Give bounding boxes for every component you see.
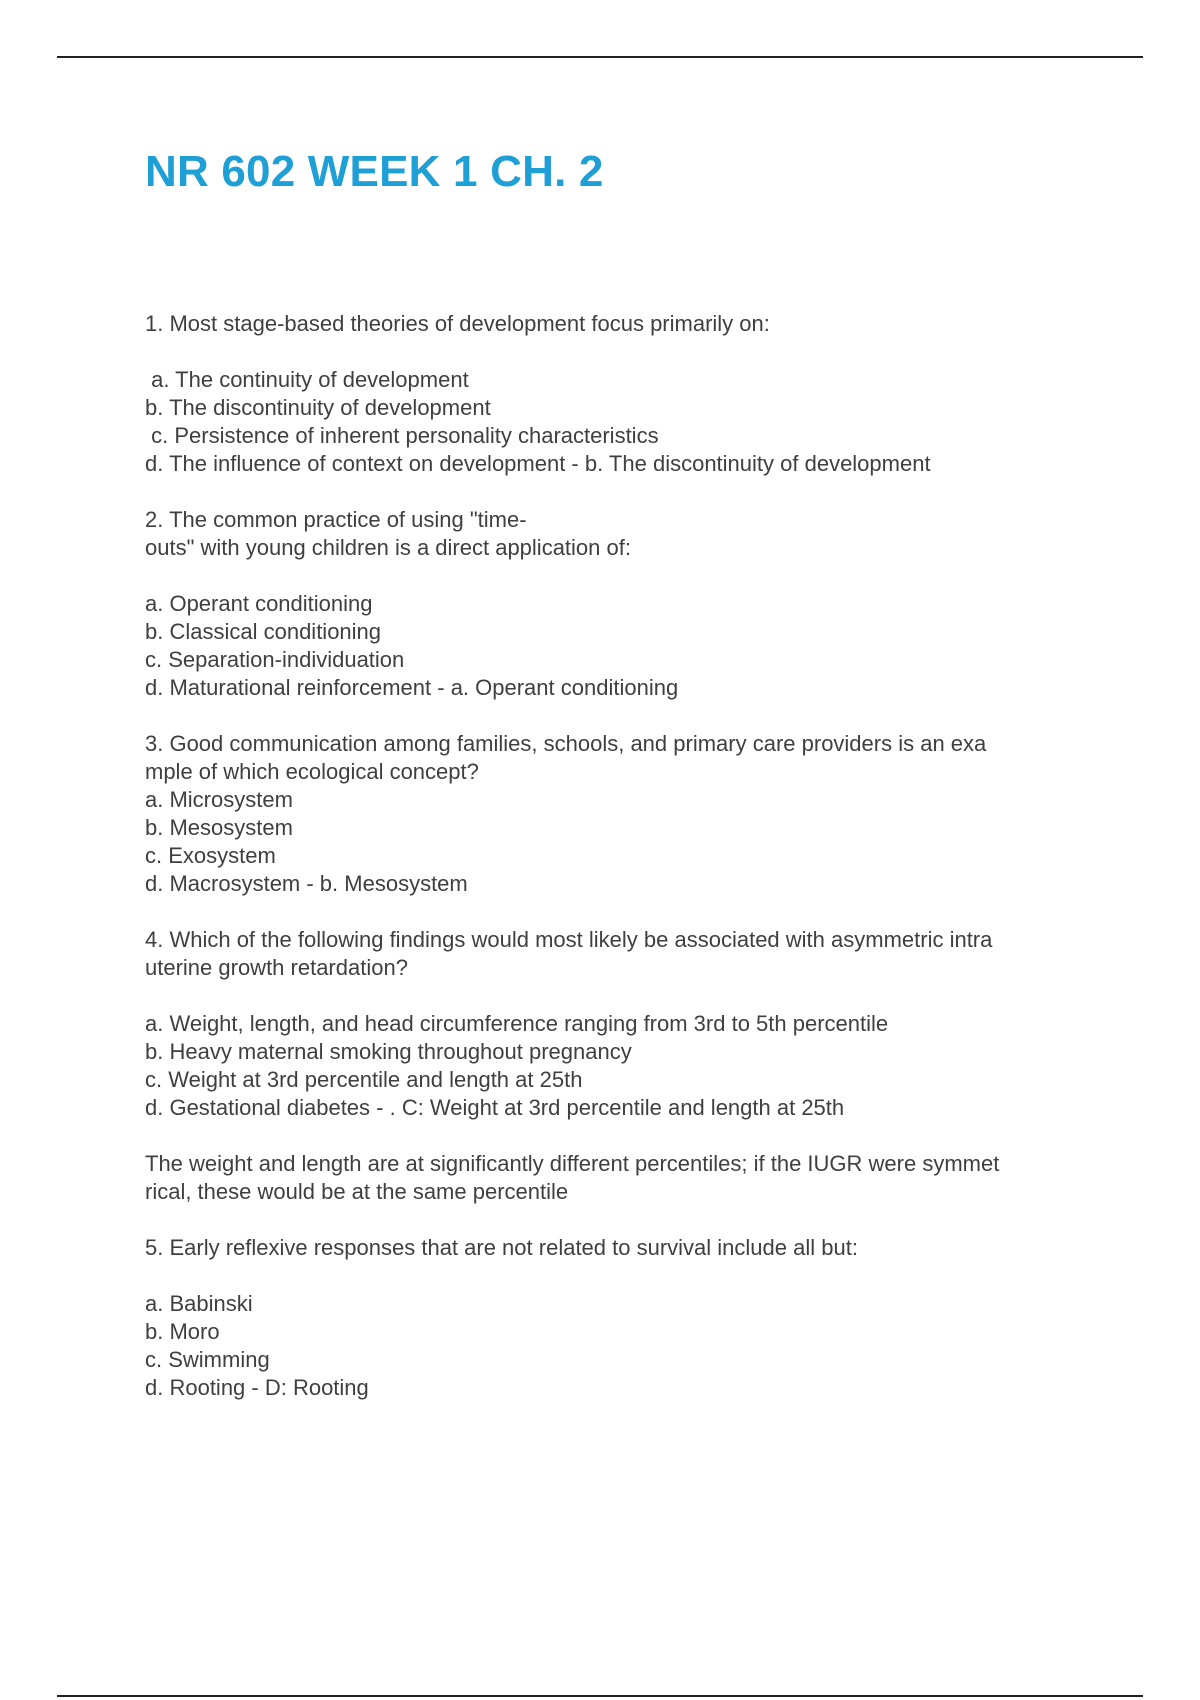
question-stem: 4. Which of the following findings would most likely be associated with asymmetric intra: [145, 927, 993, 952]
answer-option: d. Gestational diabetes - . C: Weight at 3rd percentile and length at 25th: [145, 1095, 845, 1120]
question-stem: 2. The common practice of using "time-: [145, 507, 527, 532]
answer-option: a. The continuity of development: [145, 367, 469, 392]
question-stem: uterine growth retardation?: [145, 955, 408, 980]
answer-option: a. Weight, length, and head circumference ranging from 3rd to 5th percentile: [145, 1011, 889, 1036]
answer-option: c. Separation-individuation: [145, 647, 405, 672]
answer-option: d. Rooting - D: Rooting: [145, 1375, 369, 1400]
answer-option: d. Maturational reinforcement - a. Operant conditioning: [145, 675, 679, 700]
document-body: [145, 310, 1095, 1402]
question-stem: 3. Good communication among families, schools, and primary care providers is an exa: [145, 731, 987, 756]
bottom-rule: [57, 1695, 1143, 1697]
answer-option: a. Operant conditioning: [145, 591, 373, 616]
question-stem: mple of which ecological concept?: [145, 759, 479, 784]
answer-option: b. Mesosystem: [145, 815, 293, 840]
answer-option: c. Weight at 3rd percentile and length at 25th: [145, 1067, 583, 1092]
rationale-text: The weight and length are at significantly different percentiles; if the IUGR were symmet: [145, 1151, 1000, 1176]
answer-option: a. Babinski: [145, 1291, 253, 1316]
rationale-text: rical, these would be at the same percentile: [145, 1179, 569, 1204]
answer-option: b. Classical conditioning: [145, 619, 382, 644]
question-3: [145, 730, 1095, 898]
question-stem: 5. Early reflexive responses that are not related to survival include all but:: [145, 1235, 858, 1260]
question-2: [145, 506, 1095, 702]
question-stem: 1. Most stage-based theories of development focus primarily on:: [145, 311, 770, 336]
top-rule: [57, 56, 1143, 58]
answer-option: d. The influence of context on development - b. The discontinuity of development: [145, 451, 931, 476]
question-stem: outs" with young children is a direct application of:: [145, 535, 631, 560]
answer-option: c. Exosystem: [145, 843, 276, 868]
answer-option: b. The discontinuity of development: [145, 395, 491, 420]
answer-option: d. Macrosystem - b. Mesosystem: [145, 871, 468, 896]
answer-option: b. Moro: [145, 1319, 220, 1344]
answer-option: c. Swimming: [145, 1347, 270, 1372]
question-4: [145, 926, 1095, 1206]
answer-option: c. Persistence of inherent personality characteristics: [145, 423, 659, 448]
answer-option: a. Microsystem: [145, 787, 293, 812]
question-1: [145, 310, 1095, 478]
document-title: NR 602 WEEK 1 CH. 2: [145, 147, 604, 196]
question-5: [145, 1234, 1095, 1402]
answer-option: b. Heavy maternal smoking throughout pregnancy: [145, 1039, 632, 1064]
